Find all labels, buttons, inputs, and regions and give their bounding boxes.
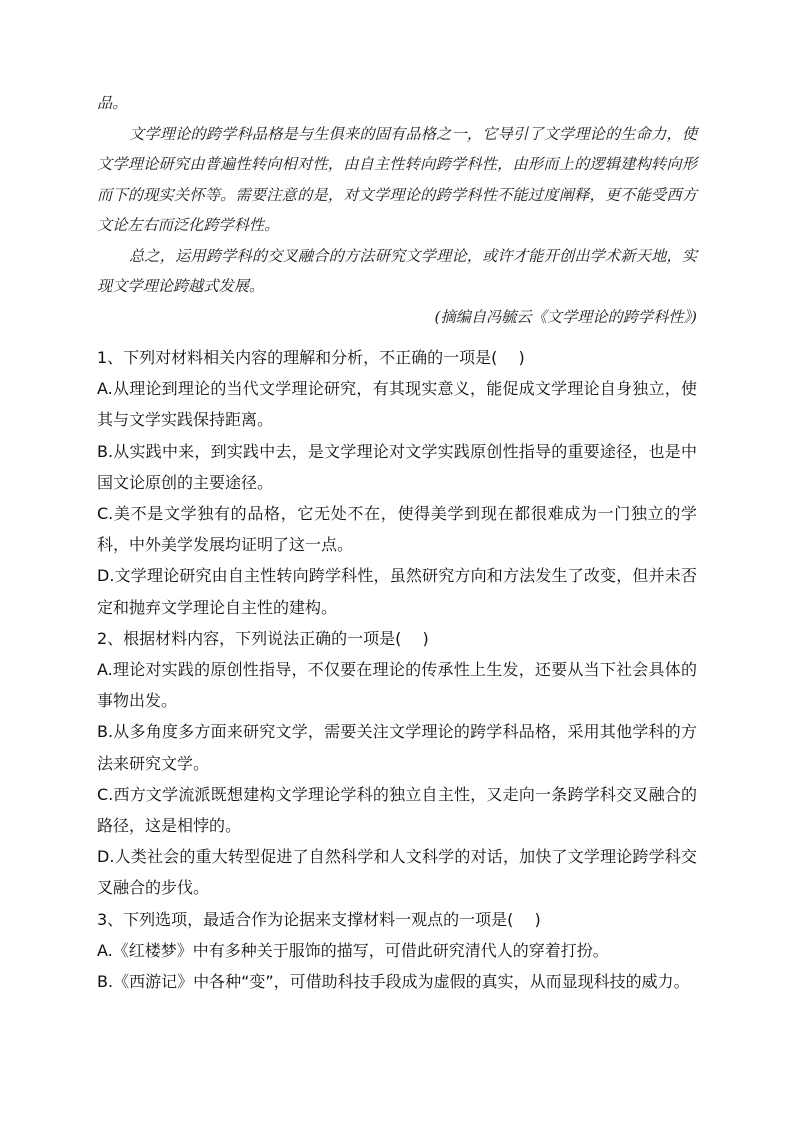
passage-paragraph-1: 文学理论的跨学科品格是与生俱来的固有品格之一，它导引了文学理论的生命力，使文学理论研究由普遍性转向相对性，由自主性转向跨学科性，由形而上的逻辑建构转向形而下的现实关怀等。需要注意的是，对文学理论的跨学科性不能过度阐释，更不能受西方文论左右而泛化跨学科性。: [97, 124, 697, 234]
passage-paragraph-0: 品。: [97, 94, 128, 112]
question-stem: 3、下列选项，最适合作为论据来支撑材料一观点的一项是( ): [97, 909, 541, 929]
question-stem: 1、下列对材料相关内容的理解和分析，不正确的一项是( ): [97, 348, 525, 367]
option-d: D.人类社会的重大转型促进了自然科学和人文科学的对话，加快了文学理论跨学科交叉融合的步伐。: [97, 847, 697, 898]
option-a: A.理论对实践的原创性指导，不仅要在理论的传承性上生发，还要从当下社会具体的事物出发。: [97, 660, 697, 711]
reading-passage: [97, 88, 697, 332]
option-b: B.《西游记》中各种“变”，可借助科技手段成为虚假的真实，从而显现科技的威力。: [97, 972, 690, 992]
passage-source: (摘编自冯毓云《文学理论的跨学科性》): [434, 307, 697, 326]
option-a: A.《红楼梦》中有多种关于服饰的描写，可借此研究清代人的穿着打扮。: [97, 940, 609, 960]
question-2: [97, 623, 697, 904]
option-d: D.文学理论研究由自主性转向跨学科性，虽然研究方向和方法发生了改变，但并未否定和抛弃文学理论自主性的建构。: [97, 566, 697, 617]
option-c: C.西方文学流派既想建构文学理论学科的独立自主性，又走向一条跨学科交叉融合的路径，这是相悖的。: [97, 784, 697, 836]
question-list: [97, 342, 697, 997]
question-stem: 2、根据材料内容，下列说法正确的一项是( ): [97, 628, 429, 648]
option-a: A.从理论到理论的当代文学理论研究，有其现实意义，能促成文学理论自身独立，使其与文学实践保持距离。: [97, 379, 697, 430]
question-1: [97, 342, 697, 623]
passage-paragraph-2: 总之，运用跨学科的交叉融合的方法研究文学理论，或许才能开创出学术新天地，实现文学理论跨越式发展。: [97, 246, 697, 295]
option-b: B.从多角度多方面来研究文学，需要关注文学理论的跨学科品格，采用其他学科的方法来研究文学。: [97, 722, 697, 773]
option-b: B.从实践中来，到实践中去，是文学理论对文学实践原创性指导的重要途径，也是中国文论原创的主要途径。: [97, 441, 697, 492]
question-3: [97, 904, 697, 998]
option-c: C.美不是文学独有的品格，它无处不在，使得美学到现在都很难成为一门独立的学科，中外美学发展均证明了这一点。: [97, 504, 697, 555]
